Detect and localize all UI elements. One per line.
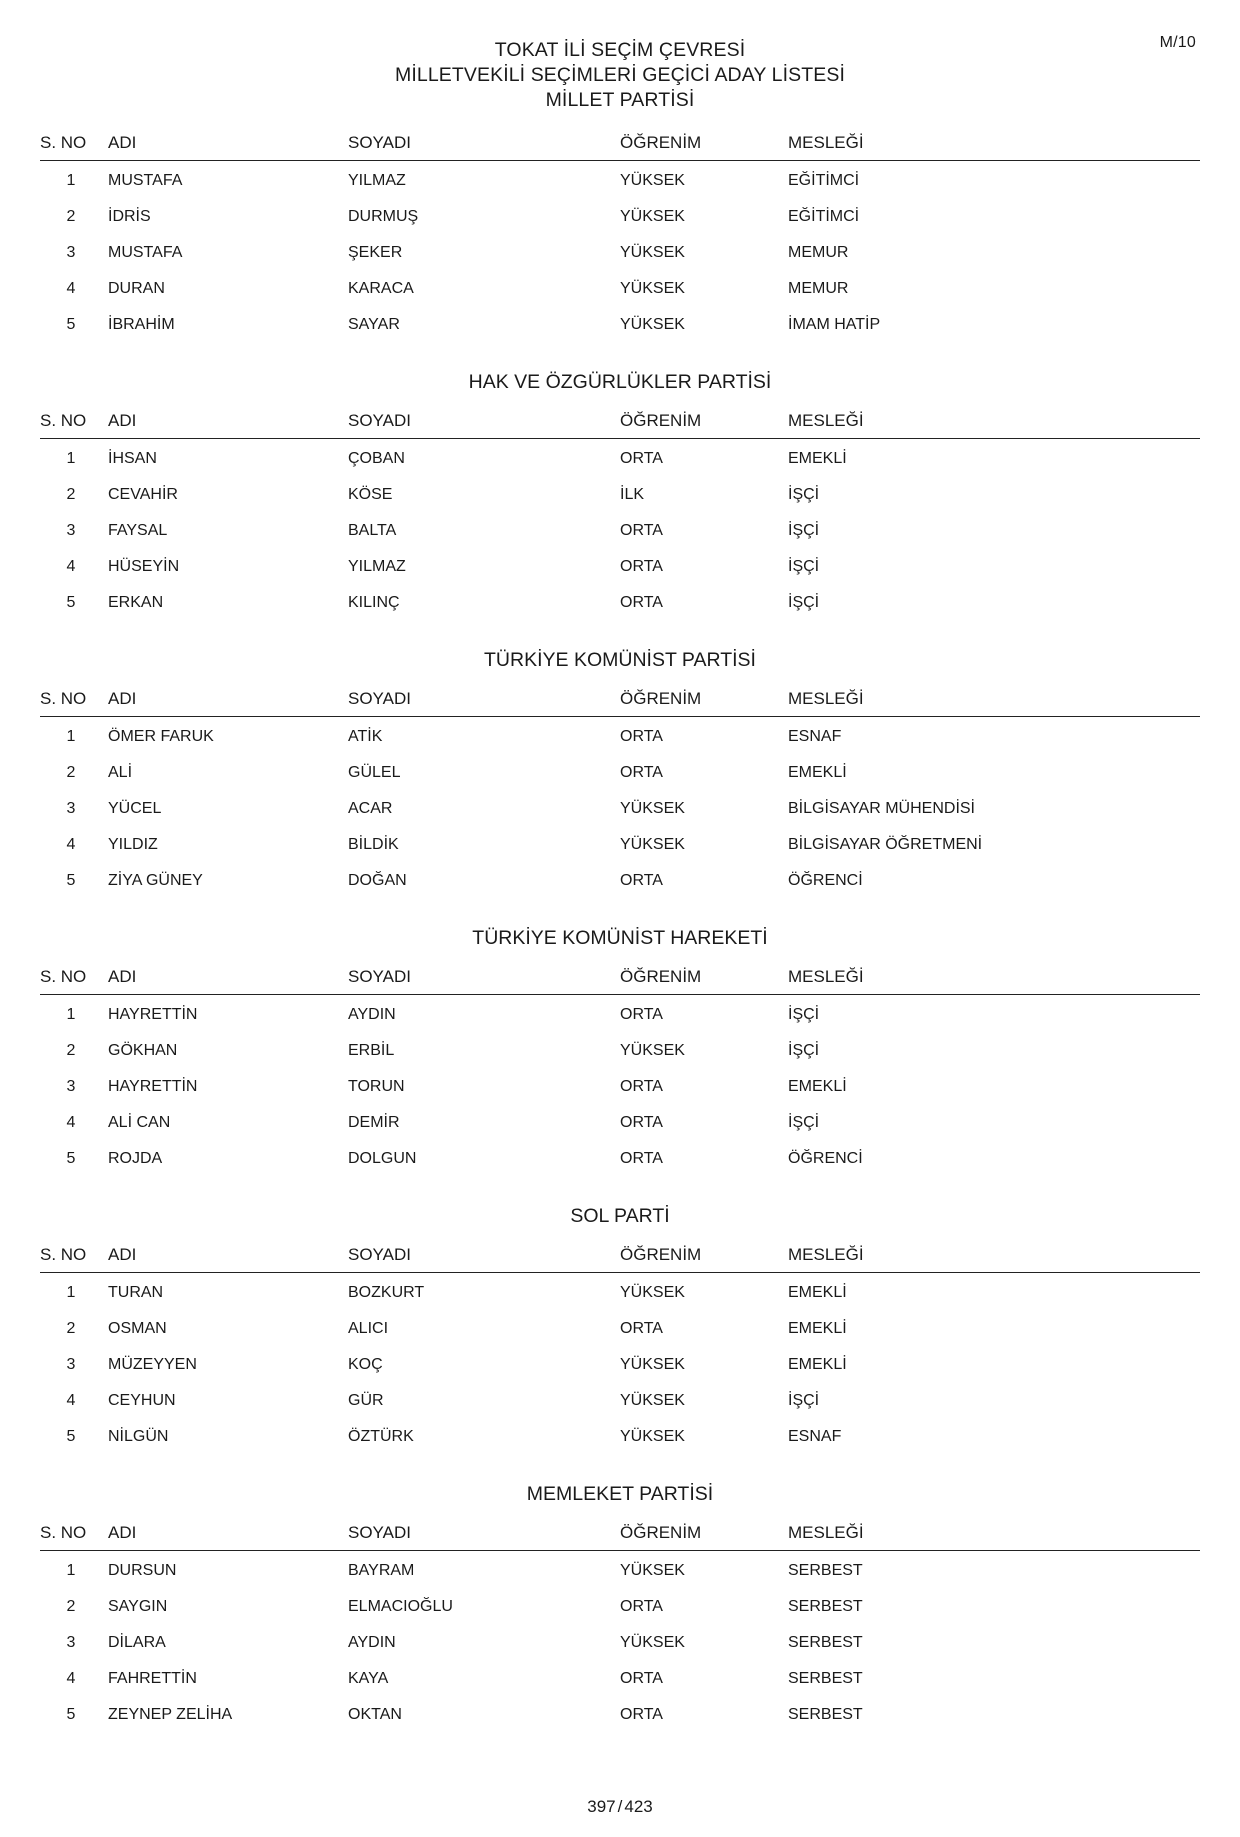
party-block — [40, 925, 1200, 1177]
cell-occupation: MEMUR — [788, 244, 849, 261]
cell-education: ORTA — [620, 1706, 663, 1723]
cell-surname: ÖZTÜRK — [348, 1428, 414, 1445]
column-header-occupation: MESLEĞİ — [782, 409, 1200, 439]
table-row — [40, 1625, 1200, 1661]
column-header-surname: SOYADI — [342, 409, 614, 439]
table-row — [40, 439, 1200, 478]
cell-occupation: EĞİTİMCİ — [788, 208, 860, 225]
cell-sno: 1 — [66, 172, 76, 189]
party-title: MEMLEKET PARTİSİ — [526, 1483, 714, 1505]
column-header-name: ADI — [102, 1521, 342, 1551]
cell-name: ALİ — [108, 764, 133, 781]
cell-sno: 5 — [66, 316, 76, 333]
cell-occupation: SERBEST — [788, 1634, 863, 1651]
table-row — [40, 1589, 1200, 1625]
cell-name: FAHRETTİN — [108, 1670, 197, 1687]
cell-sno: 2 — [66, 764, 76, 781]
column-header-occupation: MESLEĞİ — [782, 1521, 1200, 1551]
cell-name: ALİ CAN — [108, 1114, 171, 1131]
party-block — [40, 647, 1200, 899]
table-row — [40, 995, 1200, 1034]
cell-sno: 5 — [66, 872, 76, 889]
cell-sno: 2 — [66, 486, 76, 503]
footer-current-page: 397 — [587, 1797, 616, 1816]
column-header-education: ÖĞRENİM — [614, 965, 782, 995]
cell-name: MUSTAFA — [108, 172, 183, 189]
table-header-row — [40, 687, 1200, 717]
cell-education: ORTA — [620, 1006, 663, 1023]
cell-name: YILDIZ — [108, 836, 158, 853]
cell-education: İLK — [620, 486, 645, 503]
cell-surname: AYDIN — [348, 1634, 396, 1651]
cell-occupation: EMEKLİ — [788, 1356, 847, 1373]
cell-education: YÜKSEK — [620, 208, 685, 225]
cell-occupation: SERBEST — [788, 1706, 863, 1723]
table-row — [40, 1697, 1200, 1733]
page-code-label: M/10 — [1159, 34, 1196, 51]
cell-education: ORTA — [620, 1078, 663, 1095]
table-row — [40, 513, 1200, 549]
cell-education: YÜKSEK — [620, 1356, 685, 1373]
cell-education: YÜKSEK — [620, 1392, 685, 1409]
cell-surname: DOLGUN — [348, 1150, 417, 1167]
cell-education: ORTA — [620, 1670, 663, 1687]
cell-name: MÜZEYYEN — [108, 1356, 197, 1373]
cell-sno: 1 — [66, 450, 76, 467]
table-header-row — [40, 131, 1200, 161]
table-row — [40, 1661, 1200, 1697]
cell-occupation: İŞÇİ — [788, 594, 820, 611]
column-header-surname: SOYADI — [342, 1521, 614, 1551]
header-line-party: MİLLET PARTİSİ — [545, 89, 695, 111]
cell-education: YÜKSEK — [620, 244, 685, 261]
table-header-row — [40, 965, 1200, 995]
table-row — [40, 1069, 1200, 1105]
cell-name: ZEYNEP ZELİHA — [108, 1706, 233, 1723]
column-header-name: ADI — [102, 1243, 342, 1273]
cell-sno: 5 — [66, 594, 76, 611]
party-block — [40, 1481, 1200, 1733]
cell-sno: 2 — [66, 1320, 76, 1337]
cell-occupation: İŞÇİ — [788, 486, 820, 503]
cell-name: OSMAN — [108, 1320, 167, 1337]
cell-name: İHSAN — [108, 450, 157, 467]
cell-occupation: MEMUR — [788, 280, 849, 297]
cell-education: YÜKSEK — [620, 1284, 685, 1301]
candidate-table — [40, 1521, 1200, 1733]
cell-education: ORTA — [620, 558, 663, 575]
cell-sno: 2 — [66, 208, 76, 225]
column-header-sno: S. NO — [40, 131, 102, 161]
table-row — [40, 1551, 1200, 1590]
column-header-name: ADI — [102, 687, 342, 717]
cell-name: MUSTAFA — [108, 244, 183, 261]
cell-sno: 2 — [66, 1042, 76, 1059]
column-header-occupation: MESLEĞİ — [782, 131, 1200, 161]
candidate-table — [40, 687, 1200, 899]
cell-name: ERKAN — [108, 594, 164, 611]
cell-education: YÜKSEK — [620, 280, 685, 297]
cell-sno: 3 — [66, 522, 76, 539]
cell-education: ORTA — [620, 1150, 663, 1167]
cell-sno: 3 — [66, 1078, 76, 1095]
cell-occupation: SERBEST — [788, 1598, 863, 1615]
column-header-occupation: MESLEĞİ — [782, 687, 1200, 717]
cell-name: FAYSAL — [108, 522, 168, 539]
cell-sno: 3 — [66, 800, 76, 817]
cell-surname: KÖSE — [348, 486, 393, 503]
cell-surname: BOZKURT — [348, 1284, 425, 1301]
cell-education: YÜKSEK — [620, 1042, 685, 1059]
cell-occupation: EMEKLİ — [788, 1320, 847, 1337]
cell-sno: 4 — [66, 836, 76, 853]
party-list-container — [40, 131, 1200, 1733]
cell-sno: 5 — [66, 1150, 76, 1167]
column-header-occupation: MESLEĞİ — [782, 1243, 1200, 1273]
cell-name: ÖMER FARUK — [108, 728, 214, 745]
column-header-name: ADI — [102, 965, 342, 995]
column-header-surname: SOYADI — [342, 1243, 614, 1273]
table-row — [40, 199, 1200, 235]
header-line-list-type: MİLLETVEKİLİ SEÇİMLERİ GEÇİCİ ADAY LİSTESİ — [395, 64, 845, 86]
candidate-table — [40, 965, 1200, 1177]
cell-sno: 3 — [66, 244, 76, 261]
column-header-sno: S. NO — [40, 965, 102, 995]
cell-education: ORTA — [620, 594, 663, 611]
cell-name: DURSUN — [108, 1562, 177, 1579]
cell-surname: ACAR — [348, 800, 393, 817]
column-header-sno: S. NO — [40, 409, 102, 439]
cell-occupation: BİLGİSAYAR MÜHENDİSİ — [788, 800, 975, 817]
table-row — [40, 1419, 1200, 1455]
cell-education: ORTA — [620, 1114, 663, 1131]
cell-education: ORTA — [620, 1320, 663, 1337]
cell-occupation: İŞÇİ — [788, 1042, 820, 1059]
cell-education: YÜKSEK — [620, 836, 685, 853]
cell-education: YÜKSEK — [620, 172, 685, 189]
header-line-province: TOKAT İLİ SEÇİM ÇEVRESİ — [494, 39, 746, 61]
cell-surname: YILMAZ — [348, 558, 406, 575]
cell-sno: 4 — [66, 1392, 76, 1409]
cell-name: YÜCEL — [108, 800, 162, 817]
cell-sno: 1 — [66, 1562, 76, 1579]
cell-surname: ŞEKER — [348, 244, 403, 261]
cell-name: HÜSEYİN — [108, 558, 180, 575]
cell-education: ORTA — [620, 1598, 663, 1615]
cell-occupation: BİLGİSAYAR ÖĞRETMENİ — [788, 836, 983, 853]
party-block — [40, 369, 1200, 621]
cell-occupation: İŞÇİ — [788, 1392, 820, 1409]
cell-surname: GÜLEL — [348, 764, 401, 781]
table-row — [40, 1383, 1200, 1419]
cell-occupation: SERBEST — [788, 1670, 863, 1687]
table-row — [40, 1347, 1200, 1383]
cell-sno: 4 — [66, 558, 76, 575]
cell-occupation: EMEKLİ — [788, 1284, 847, 1301]
cell-surname: SAYAR — [348, 316, 400, 333]
cell-sno: 5 — [66, 1706, 76, 1723]
column-header-surname: SOYADI — [342, 965, 614, 995]
table-header-row — [40, 1521, 1200, 1551]
column-header-name: ADI — [102, 131, 342, 161]
candidate-table — [40, 1243, 1200, 1455]
cell-sno: 4 — [66, 1114, 76, 1131]
table-row — [40, 827, 1200, 863]
cell-name: HAYRETTİN — [108, 1078, 198, 1095]
column-header-sno: S. NO — [40, 1521, 102, 1551]
cell-occupation: EMEKLİ — [788, 450, 847, 467]
cell-name: İDRİS — [108, 208, 151, 225]
cell-occupation: İŞÇİ — [788, 522, 820, 539]
party-title: SOL PARTİ — [570, 1205, 670, 1227]
cell-occupation: ESNAF — [788, 728, 842, 745]
cell-occupation: SERBEST — [788, 1562, 863, 1579]
table-row — [40, 1141, 1200, 1177]
party-title: TÜRKİYE KOMÜNİST PARTİSİ — [484, 649, 756, 671]
cell-surname: DEMİR — [348, 1114, 400, 1131]
cell-name: İBRAHİM — [108, 316, 175, 333]
column-header-education: ÖĞRENİM — [614, 687, 782, 717]
cell-occupation: ESNAF — [788, 1428, 842, 1445]
cell-name: DİLARA — [108, 1634, 166, 1651]
table-row — [40, 307, 1200, 343]
cell-education: YÜKSEK — [620, 316, 685, 333]
table-row — [40, 791, 1200, 827]
cell-surname: KILINÇ — [348, 594, 400, 611]
cell-sno: 1 — [66, 1284, 76, 1301]
cell-occupation: EĞİTİMCİ — [788, 172, 860, 189]
cell-surname: ÇOBAN — [348, 450, 405, 467]
cell-education: ORTA — [620, 872, 663, 889]
cell-sno: 3 — [66, 1634, 76, 1651]
cell-occupation: ÖĞRENCİ — [788, 1150, 863, 1167]
table-row — [40, 863, 1200, 899]
column-header-sno: S. NO — [40, 1243, 102, 1273]
cell-sno: 1 — [66, 1006, 76, 1023]
table-row — [40, 585, 1200, 621]
cell-name: CEYHUN — [108, 1392, 176, 1409]
cell-surname: ATİK — [348, 728, 383, 745]
table-header-row — [40, 1243, 1200, 1273]
table-row — [40, 161, 1200, 200]
cell-surname: ELMACIOĞLU — [348, 1598, 453, 1615]
table-row — [40, 1311, 1200, 1347]
cell-occupation: EMEKLİ — [788, 764, 847, 781]
cell-surname: KARACA — [348, 280, 414, 297]
cell-education: YÜKSEK — [620, 1634, 685, 1651]
column-header-education: ÖĞRENİM — [614, 1243, 782, 1273]
table-row — [40, 1273, 1200, 1312]
column-header-occupation: MESLEĞİ — [782, 965, 1200, 995]
column-header-education: ÖĞRENİM — [614, 409, 782, 439]
cell-sno: 2 — [66, 1598, 76, 1615]
column-header-surname: SOYADI — [342, 687, 614, 717]
cell-surname: KOÇ — [348, 1356, 383, 1373]
page-footer — [40, 1797, 1200, 1817]
column-header-surname: SOYADI — [342, 131, 614, 161]
party-block — [40, 1203, 1200, 1455]
document-header — [40, 38, 1200, 113]
cell-sno: 4 — [66, 280, 76, 297]
footer-separator: / — [617, 1797, 623, 1816]
cell-sno: 5 — [66, 1428, 76, 1445]
cell-name: NİLGÜN — [108, 1428, 169, 1445]
cell-education: ORTA — [620, 522, 663, 539]
table-row — [40, 549, 1200, 585]
cell-surname: BİLDİK — [348, 836, 399, 853]
table-row — [40, 235, 1200, 271]
party-title: HAK VE ÖZGÜRLÜKLER PARTİSİ — [468, 371, 772, 393]
cell-surname: TORUN — [348, 1078, 405, 1095]
table-row — [40, 271, 1200, 307]
candidate-table — [40, 131, 1200, 343]
cell-name: GÖKHAN — [108, 1042, 178, 1059]
cell-sno: 3 — [66, 1356, 76, 1373]
table-row — [40, 1105, 1200, 1141]
candidate-table — [40, 409, 1200, 621]
party-title: TÜRKİYE KOMÜNİST HAREKETİ — [472, 927, 768, 949]
column-header-sno: S. NO — [40, 687, 102, 717]
cell-surname: GÜR — [348, 1392, 384, 1409]
column-header-education: ÖĞRENİM — [614, 1521, 782, 1551]
table-row — [40, 477, 1200, 513]
cell-surname: ERBİL — [348, 1042, 395, 1059]
cell-occupation: İŞÇİ — [788, 1114, 820, 1131]
cell-surname: ALICI — [348, 1320, 389, 1337]
cell-name: ZİYA GÜNEY — [108, 872, 203, 889]
table-row — [40, 717, 1200, 756]
cell-education: ORTA — [620, 728, 663, 745]
footer-total-pages: 423 — [624, 1797, 653, 1816]
cell-name: DURAN — [108, 280, 165, 297]
cell-surname: DOĞAN — [348, 872, 407, 889]
table-row — [40, 755, 1200, 791]
cell-education: ORTA — [620, 764, 663, 781]
column-header-education: ÖĞRENİM — [614, 131, 782, 161]
party-block — [40, 131, 1200, 343]
table-header-row — [40, 409, 1200, 439]
cell-sno: 4 — [66, 1670, 76, 1687]
cell-name: TURAN — [108, 1284, 164, 1301]
cell-occupation: İMAM HATİP — [788, 316, 881, 333]
cell-occupation: İŞÇİ — [788, 558, 820, 575]
cell-education: YÜKSEK — [620, 1562, 685, 1579]
cell-education: YÜKSEK — [620, 800, 685, 817]
cell-name: HAYRETTİN — [108, 1006, 198, 1023]
cell-surname: OKTAN — [348, 1706, 402, 1723]
cell-occupation: İŞÇİ — [788, 1006, 820, 1023]
cell-name: ROJDA — [108, 1150, 163, 1167]
cell-surname: BALTA — [348, 522, 397, 539]
cell-surname: AYDIN — [348, 1006, 396, 1023]
column-header-name: ADI — [102, 409, 342, 439]
cell-surname: KAYA — [348, 1670, 389, 1687]
cell-surname: BAYRAM — [348, 1562, 415, 1579]
cell-sno: 1 — [66, 728, 76, 745]
cell-name: CEVAHİR — [108, 486, 178, 503]
cell-name: SAYGIN — [108, 1598, 168, 1615]
cell-occupation: ÖĞRENCİ — [788, 872, 863, 889]
cell-education: YÜKSEK — [620, 1428, 685, 1445]
cell-surname: YILMAZ — [348, 172, 406, 189]
cell-surname: DURMUŞ — [348, 208, 419, 225]
cell-education: ORTA — [620, 450, 663, 467]
cell-occupation: EMEKLİ — [788, 1078, 847, 1095]
table-row — [40, 1033, 1200, 1069]
